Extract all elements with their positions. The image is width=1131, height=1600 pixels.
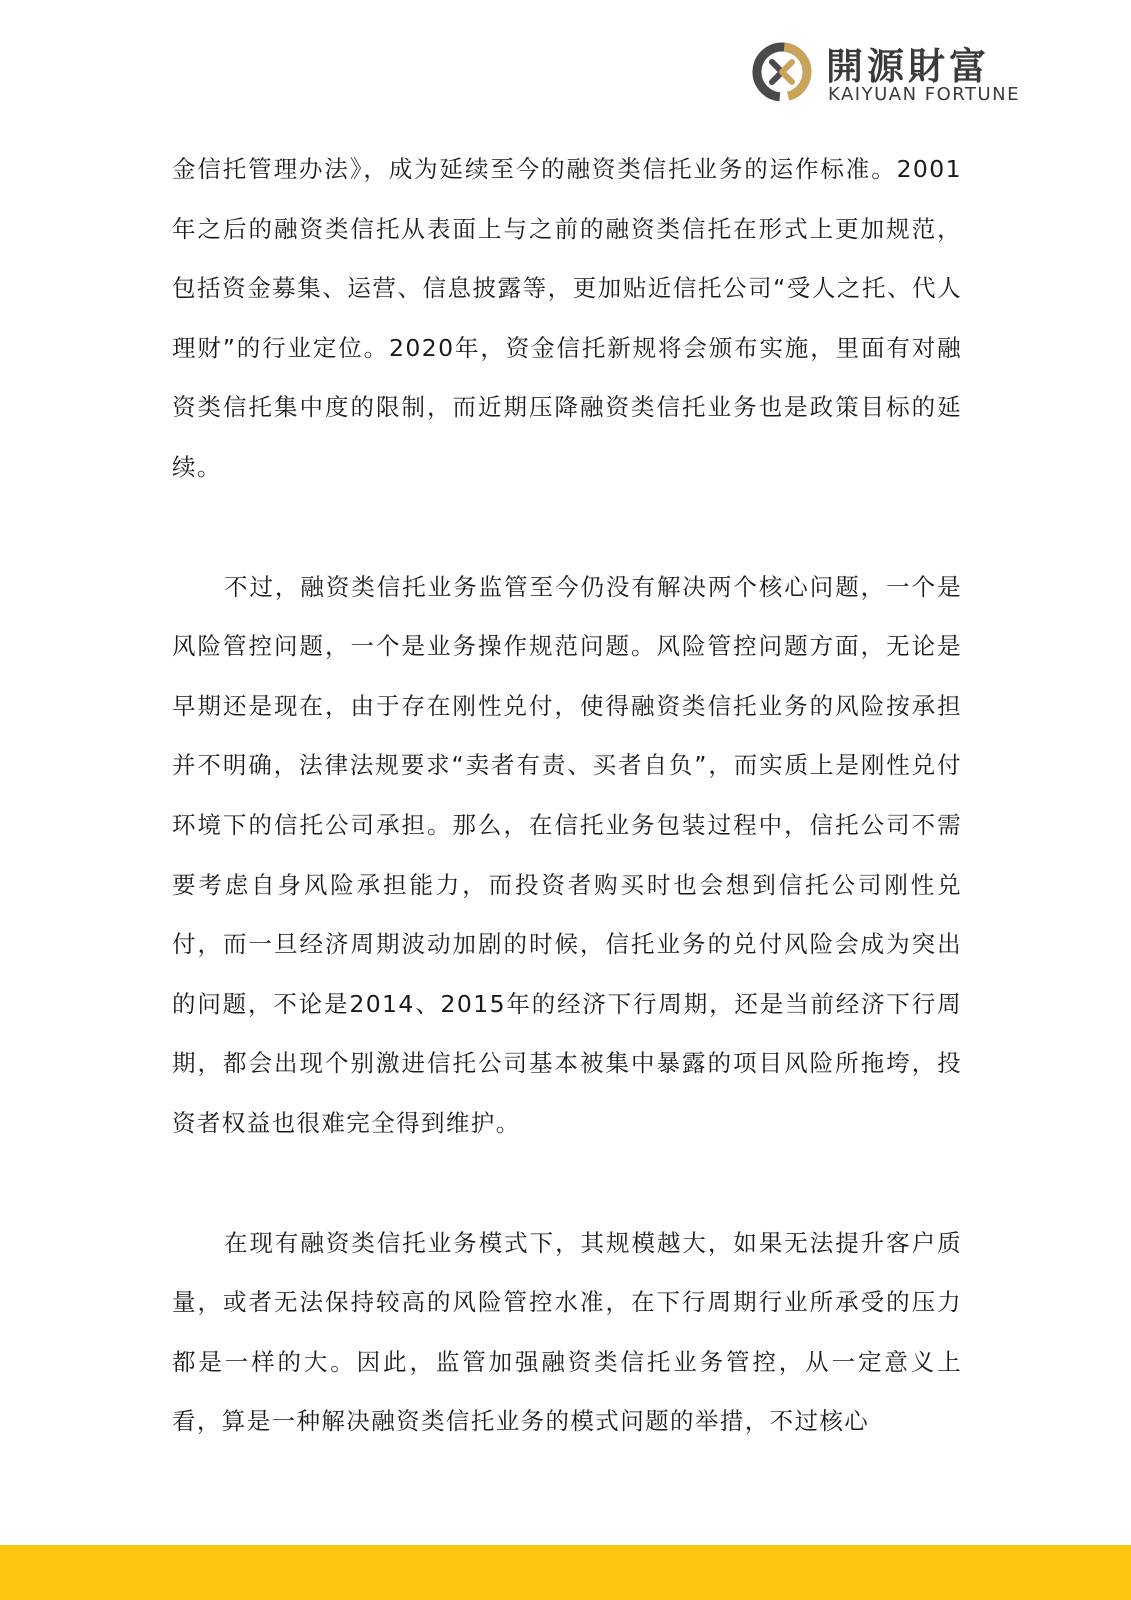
body-paragraph-1: 金信托管理办法》，成为延续至今的融资类信托业务的运作标准。2001年之后的融资类信托从表面上与之前的融资类信托在形式上更加规范，包括资金募集、运营、信息披露等，更加贴近信托公司“受人之托、代人理财”的行业定位。2020年，资金信托新规将会颁布实施，里面有对融资类信托集中度的限制，而近期压降融资类信托业务也是政策目标的延续。 (172, 155, 962, 481)
logo-chevron-right (782, 62, 792, 82)
logo-chinese-name: 開源財富 (826, 45, 990, 88)
footer-yellow-band (0, 1545, 1131, 1600)
body-paragraph-3: 在现有融资类信托业务模式下，其规模越大，如果无法提升客户质量，或者无法保持较高的风险管控水准，在下行周期行业所承受的压力都是一样的大。因此，监管加强融资类信托业务管控，从一定意义上看，算是一种解决融资类信托业务的模式问题的举措，不过核心 (172, 1228, 962, 1436)
logo-english-name: KAIYUAN FORTUNE (828, 84, 1021, 105)
kaiyuan-fortune-logo (750, 40, 1040, 110)
document-body (172, 140, 962, 1452)
kaiyuan-logo-icon (750, 40, 814, 104)
body-paragraph-2: 不过，融资类信托业务监管至今仍没有解决两个核心问题，一个是风险管控问题，一个是业务操作规范问题。风险管控问题方面，无论是早期还是现在，由于存在刚性兑付，使得融资类信托业务的风险按承担并不明确，法律法规要求“卖者有责、买者自负”，而实质上是刚性兑付环境下的信托公司承担。那么，在信托业务包装过程中，信托公司不需要考虑自身风险承担能力，而投资者购买时也会想到信托公司刚性兑付，而一旦经济周期波动加剧的时候，信托业务的兑付风险会成为突出的问题，不论是2014、2015年的经济下行周期，还是当前经济下行周期，都会出现个别激进信托公司基本被集中暴露的项目风险所拖垮，投资者权益也很难完全得到维护。 (172, 572, 962, 1137)
